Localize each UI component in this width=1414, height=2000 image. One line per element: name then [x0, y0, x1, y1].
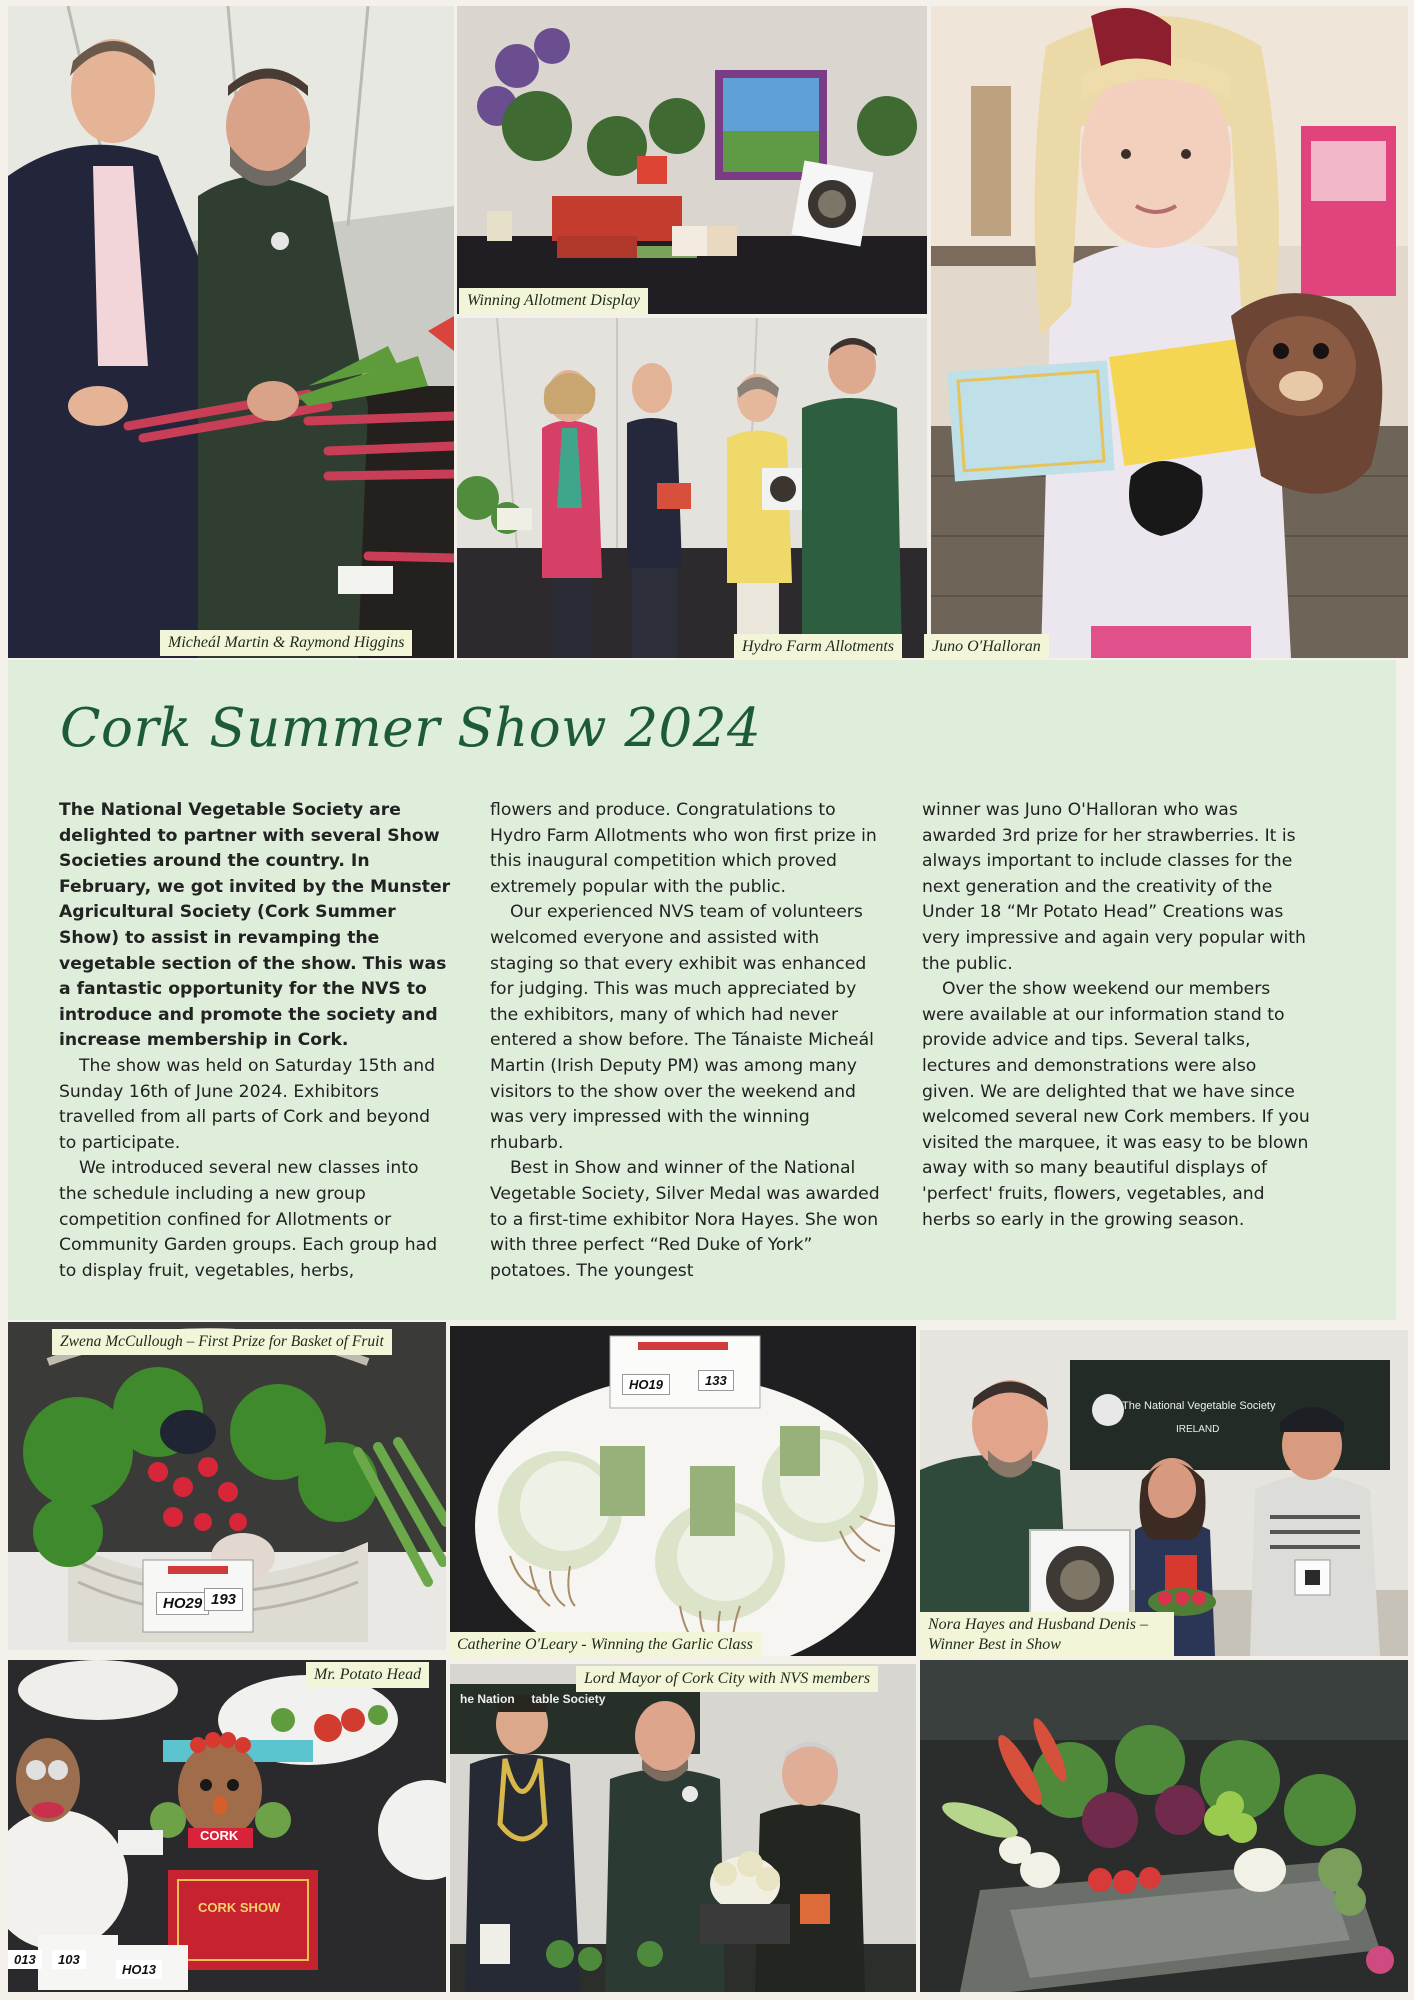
article-paragraph: Over the show weekend our members were available at our information stand to provide advice and tips. Several talks, lectures and demonstrations were also given. We are delighted that we have since welcomed several new Cork members. If you visited the marquee, it was easy to be blown away with so many beautiful displays of 'perfect' fruits, flowers, vegetables, and herbs so early in the growing season. — [922, 979, 1310, 1230]
photo-potato-head — [8, 1660, 446, 1992]
banner-mayor: he Nation table Society — [460, 1692, 606, 1706]
article-column-3 — [922, 798, 1314, 1233]
exhibit-tag-class: HO19 — [622, 1374, 670, 1395]
article-column-1 — [59, 798, 451, 1284]
article-paragraph: Our experienced NVS team of volunteers welcomed everyone and assisted with staging so that every exhibit was enhanced for judging. This was much appreciated by the exhibitors, many of which had never entered a show before. The Tánaiste Micheál Martin (Irish Deputy PM) was among many visitors to the show over the weekend and was very impressed with the winning rhubarb. — [490, 902, 874, 1153]
exhibit-tag-class: HO29 — [156, 1592, 209, 1615]
exhibit-tag-number: 133 — [698, 1370, 734, 1391]
photo-garlic — [450, 1326, 916, 1656]
caption-nora-hayes: Nora Hayes and Husband Denis – Winner Best in Show — [920, 1612, 1174, 1658]
article-column-2 — [490, 798, 882, 1284]
potato-sign: CORK — [200, 1828, 239, 1843]
caption-lord-mayor: Lord Mayor of Cork City with NVS members — [576, 1666, 878, 1692]
article-paragraph: We introduced several new classes into the schedule including a new group competition confined for Allotments or Community Garden groups. Each group had to display fruit, vegetables, herbs, — [59, 1158, 438, 1281]
caption-martin-higgins: Micheál Martin & Raymond Higgins — [160, 630, 412, 656]
article-paragraph: The show was held on Saturday 15th and Sunday 16th of June 2024. Exhibitors travelled from all parts of Cork and beyond to participate. — [59, 1055, 436, 1153]
photo-vegetable-display — [920, 1660, 1408, 1992]
photo-allotment-display — [457, 6, 927, 314]
caption-allotment-display: Winning Allotment Display — [459, 288, 648, 314]
photo-lord-mayor — [450, 1664, 916, 1992]
caption-garlic: Catherine O'Leary - Winning the Garlic Class — [449, 1632, 761, 1658]
article-title: Cork Summer Show 2024 — [60, 698, 762, 759]
photo-juno — [931, 6, 1408, 658]
exhibit-tag-class: 013 — [8, 1950, 42, 1969]
exhibit-tag-number: 193 — [204, 1588, 243, 1611]
exhibit-tag-class: HO13 — [116, 1960, 162, 1979]
banner-ireland: IRELAND — [1176, 1424, 1220, 1435]
photo-nora-hayes — [920, 1330, 1408, 1656]
photo-fruit-basket — [8, 1322, 446, 1650]
article-paragraph: Best in Show and winner of the National Vegetable Society, Silver Medal was awarded to a first-time exhibitor Nora Hayes. She won with three perfect “Red Duke of York” potatoes. The youngest — [490, 1158, 880, 1281]
potato-rosette: CORK SHOW — [198, 1900, 281, 1915]
article-paragraph: flowers and produce. Congratulations to Hydro Farm Allotments who won first prize in this inaugural competition which proved extremely popular with the public. — [490, 800, 877, 897]
caption-fruit-basket: Zwena McCullough – First Prize for Basket of Fruit — [52, 1329, 392, 1355]
exhibit-tag-number: 103 — [52, 1950, 86, 1969]
article-lead: The National Vegetable Society are delighted to partner with several Show Societies around the country. In February, we got invited by the Munster Agricultural Society (Cork Summer Show) to assist in revamping the vegetable section of the show. This was a fantastic opportunity for the NVS to introduce and promote the society and increase membership in Cork. — [59, 800, 451, 1051]
caption-potato-head: Mr. Potato Head — [306, 1662, 429, 1688]
photo-martin-higgins — [8, 6, 454, 658]
photo-hydro-farm — [457, 318, 927, 658]
caption-hydro-farm: Hydro Farm Allotments — [734, 634, 902, 660]
caption-juno: Juno O'Halloran — [924, 634, 1049, 660]
article-paragraph: winner was Juno O'Halloran who was awarded 3rd prize for her strawberries. It is always important to include classes for the next generation and the creativity of the Under 18 “Mr Potato Head” Creations was very impressive and again very popular with the public. — [922, 800, 1306, 974]
banner-nvs: The National Vegetable Society — [1122, 1400, 1276, 1412]
article-panel — [8, 660, 1396, 1320]
